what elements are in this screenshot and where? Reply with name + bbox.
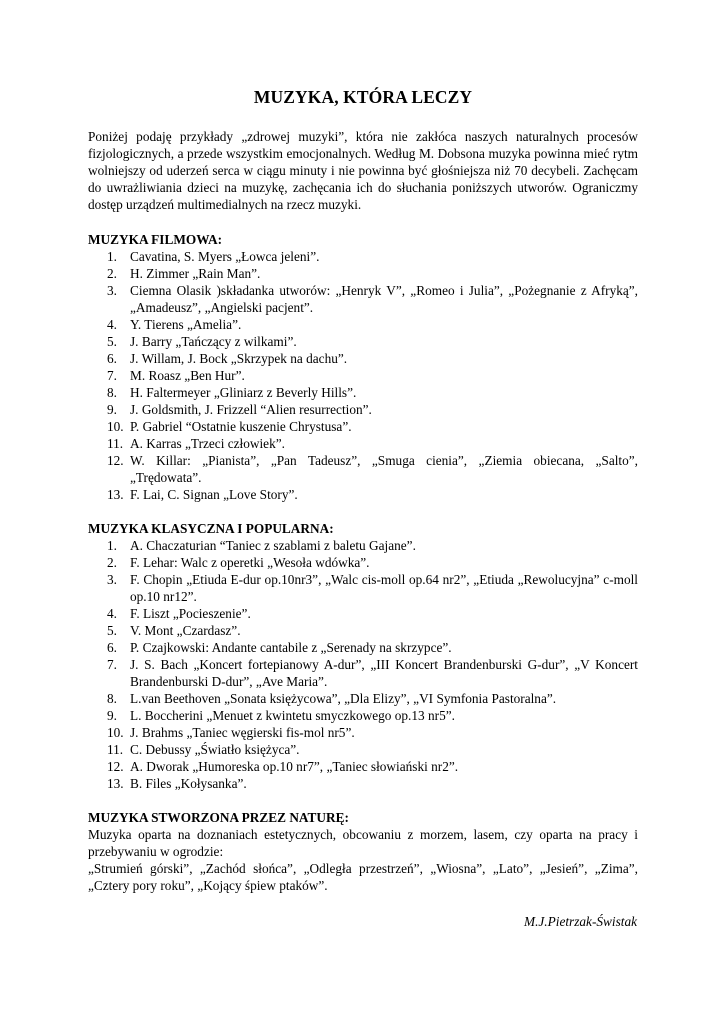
list-item-text: Cavatina, S. Myers „Łowca jeleni”. [130, 249, 320, 264]
list-item-number: 7. [107, 368, 117, 383]
list-item-number: 11. [107, 436, 124, 451]
list-item-number: 5. [107, 623, 117, 638]
author-signature: M.J.Pietrzak-Świstak [524, 914, 637, 929]
classical-section-heading: MUZYKA KLASYCZNA I POPULARNA: [88, 521, 334, 536]
list-item [88, 537, 638, 554]
list-item [88, 571, 638, 605]
list-item [88, 707, 638, 724]
list-item-number: 11. [107, 742, 124, 757]
intro-paragraph: Poniżej podaję przykłady „zdrowej muzyki”, która nie zakłóca naszych naturalnych procesów fizjologicznych, a przede wszystkim emocjonalnych. Według M. Dobsona muzyka powinna mieć rytm wolniejszy od uderzeń serca w ciągu minuty i nie powinna być głośniejsza niż 70 decybeli. Zachęcam do uwrażliwiania dzieci na muzykę, zachęcania ich do słuchania poniższych utworów. Ograniczmy dostęp urządzeń multimedialnych na rzecz muzyki. [88, 129, 638, 212]
nature-titles: „Strumień górski”, „Zachód słońca”, „Odległa przestrzeń”, „Wiosna”, „Lato”, „Jesień”, „Zima”, „Cztery pory roku”, „Kojący śpiew ptaków”. [88, 861, 638, 893]
list-item-text: H. Zimmer „Rain Man”. [130, 266, 261, 281]
list-item [88, 486, 638, 503]
list-item-text: J. Barry „Tańczący z wilkami”. [130, 334, 297, 349]
list-item-number: 8. [107, 691, 117, 706]
film-music-list [88, 248, 638, 503]
page-title: MUZYKA, KTÓRA LECZY [253, 87, 473, 107]
list-item [88, 350, 638, 367]
classical-music-list [88, 537, 638, 792]
list-item-text: A. Chaczaturian “Taniec z szablami z baletu Gajane”. [130, 538, 416, 553]
list-item [88, 282, 638, 316]
list-item-number: 1. [107, 249, 117, 264]
list-item [88, 248, 638, 265]
list-item-text: F. Chopin „Etiuda E-dur op.10nr3”, „Walc cis-moll op.64 nr2”, „Etiuda „Rewolucyjna” c-moll op.10 nr12”. [130, 572, 638, 604]
list-item-text: H. Faltermeyer „Gliniarz z Beverly Hills”. [130, 385, 357, 400]
list-item [88, 435, 638, 452]
list-item-number: 12. [107, 759, 124, 774]
list-item-number: 13. [107, 776, 124, 791]
list-item-number: 13. [107, 487, 124, 502]
list-item-number: 6. [107, 351, 117, 366]
list-item-number: 5. [107, 334, 117, 349]
list-item [88, 724, 638, 741]
list-item-text: Ciemna Olasik )składanka utworów: „Henryk V”, „Romeo i Julia”, „Pożegnanie z Afryką”, „Amadeusz”, „Angielski pacjent”. [130, 283, 638, 315]
list-item-text: W. Killar: „Pianista”, „Pan Tadeusz”, „Smuga cienia”, „Ziemia obiecana, „Salto”, „Trędowata”. [130, 453, 638, 485]
list-item-number: 4. [107, 317, 117, 332]
list-item-text: V. Mont „Czardasz”. [130, 623, 241, 638]
list-item-text: F. Lehar: Walc z operetki „Wesoła wdówka”. [130, 555, 370, 570]
list-item-number: 7. [107, 657, 117, 672]
list-item-text: F. Liszt „Pocieszenie”. [130, 606, 251, 621]
list-item-number: 4. [107, 606, 117, 621]
list-item-number: 10. [107, 725, 124, 740]
film-section-heading: MUZYKA FILMOWA: [88, 232, 223, 247]
list-item [88, 622, 638, 639]
list-item-text: L. Boccherini „Menuet z kwintetu smyczkowego op.13 nr5”. [130, 708, 455, 723]
list-item-number: 3. [107, 283, 117, 298]
list-item-number: 1. [107, 538, 117, 553]
document-page [88, 86, 638, 894]
list-item [88, 367, 638, 384]
list-item [88, 758, 638, 775]
list-item-text: J. Brahms „Taniec węgierski fis-mol nr5”. [130, 725, 355, 740]
list-item [88, 775, 638, 792]
list-item-text: P. Gabriel “Ostatnie kuszenie Chrystusa”. [130, 419, 352, 434]
list-item-number: 9. [107, 708, 117, 723]
list-item [88, 554, 638, 571]
list-item [88, 265, 638, 282]
list-item-number: 8. [107, 385, 117, 400]
list-item-number: 12. [107, 453, 124, 468]
list-item-text: A. Dworak „Humoreska op.10 nr7”, „Taniec słowiański nr2”. [130, 759, 459, 774]
list-item-text: C. Debussy „Światło księżyca”. [130, 742, 300, 757]
list-item [88, 639, 638, 656]
list-item-text: P. Czajkowski: Andante cantabile z „Serenady na skrzypce”. [130, 640, 452, 655]
list-item-number: 9. [107, 402, 117, 417]
list-item [88, 741, 638, 758]
list-item [88, 401, 638, 418]
list-item [88, 333, 638, 350]
list-item-text: J. Goldsmith, J. Frizzell “Alien resurrection”. [130, 402, 372, 417]
list-item-text: F. Lai, C. Signan „Love Story”. [130, 487, 298, 502]
list-item-text: L.van Beethoven „Sonata księżycowa”, „Dla Elizy”, „VI Symfonia Pastoralna”. [130, 691, 557, 706]
list-item-text: J. S. Bach „Koncert fortepianowy A-dur”, „III Koncert Brandenburski G-dur”, „V Koncert Brandenburski D-dur”, „Ave Maria”. [130, 657, 638, 689]
list-item [88, 656, 638, 690]
list-item-number: 2. [107, 266, 117, 281]
list-item-number: 6. [107, 640, 117, 655]
list-item [88, 690, 638, 707]
list-item-number: 10. [107, 419, 124, 434]
list-item [88, 316, 638, 333]
list-item [88, 384, 638, 401]
list-item [88, 452, 638, 486]
nature-section-heading: MUZYKA STWORZONA PRZEZ NATURĘ: [88, 810, 349, 825]
list-item-text: B. Files „Kołysanka”. [130, 776, 247, 791]
list-item-number: 2. [107, 555, 117, 570]
list-item-number: 3. [107, 572, 117, 587]
list-item-text: J. Willam, J. Bock „Skrzypek na dachu”. [130, 351, 348, 366]
list-item-text: Y. Tierens „Amelia”. [130, 317, 242, 332]
list-item [88, 418, 638, 435]
list-item-text: A. Karras „Trzeci człowiek”. [130, 436, 285, 451]
list-item-text: M. Roasz „Ben Hur”. [130, 368, 245, 383]
nature-description: Muzyka oparta na doznaniach estetycznych, obcowaniu z morzem, lasem, czy oparta na pracy i przebywaniu w ogrodzie: [88, 827, 638, 859]
list-item [88, 605, 638, 622]
